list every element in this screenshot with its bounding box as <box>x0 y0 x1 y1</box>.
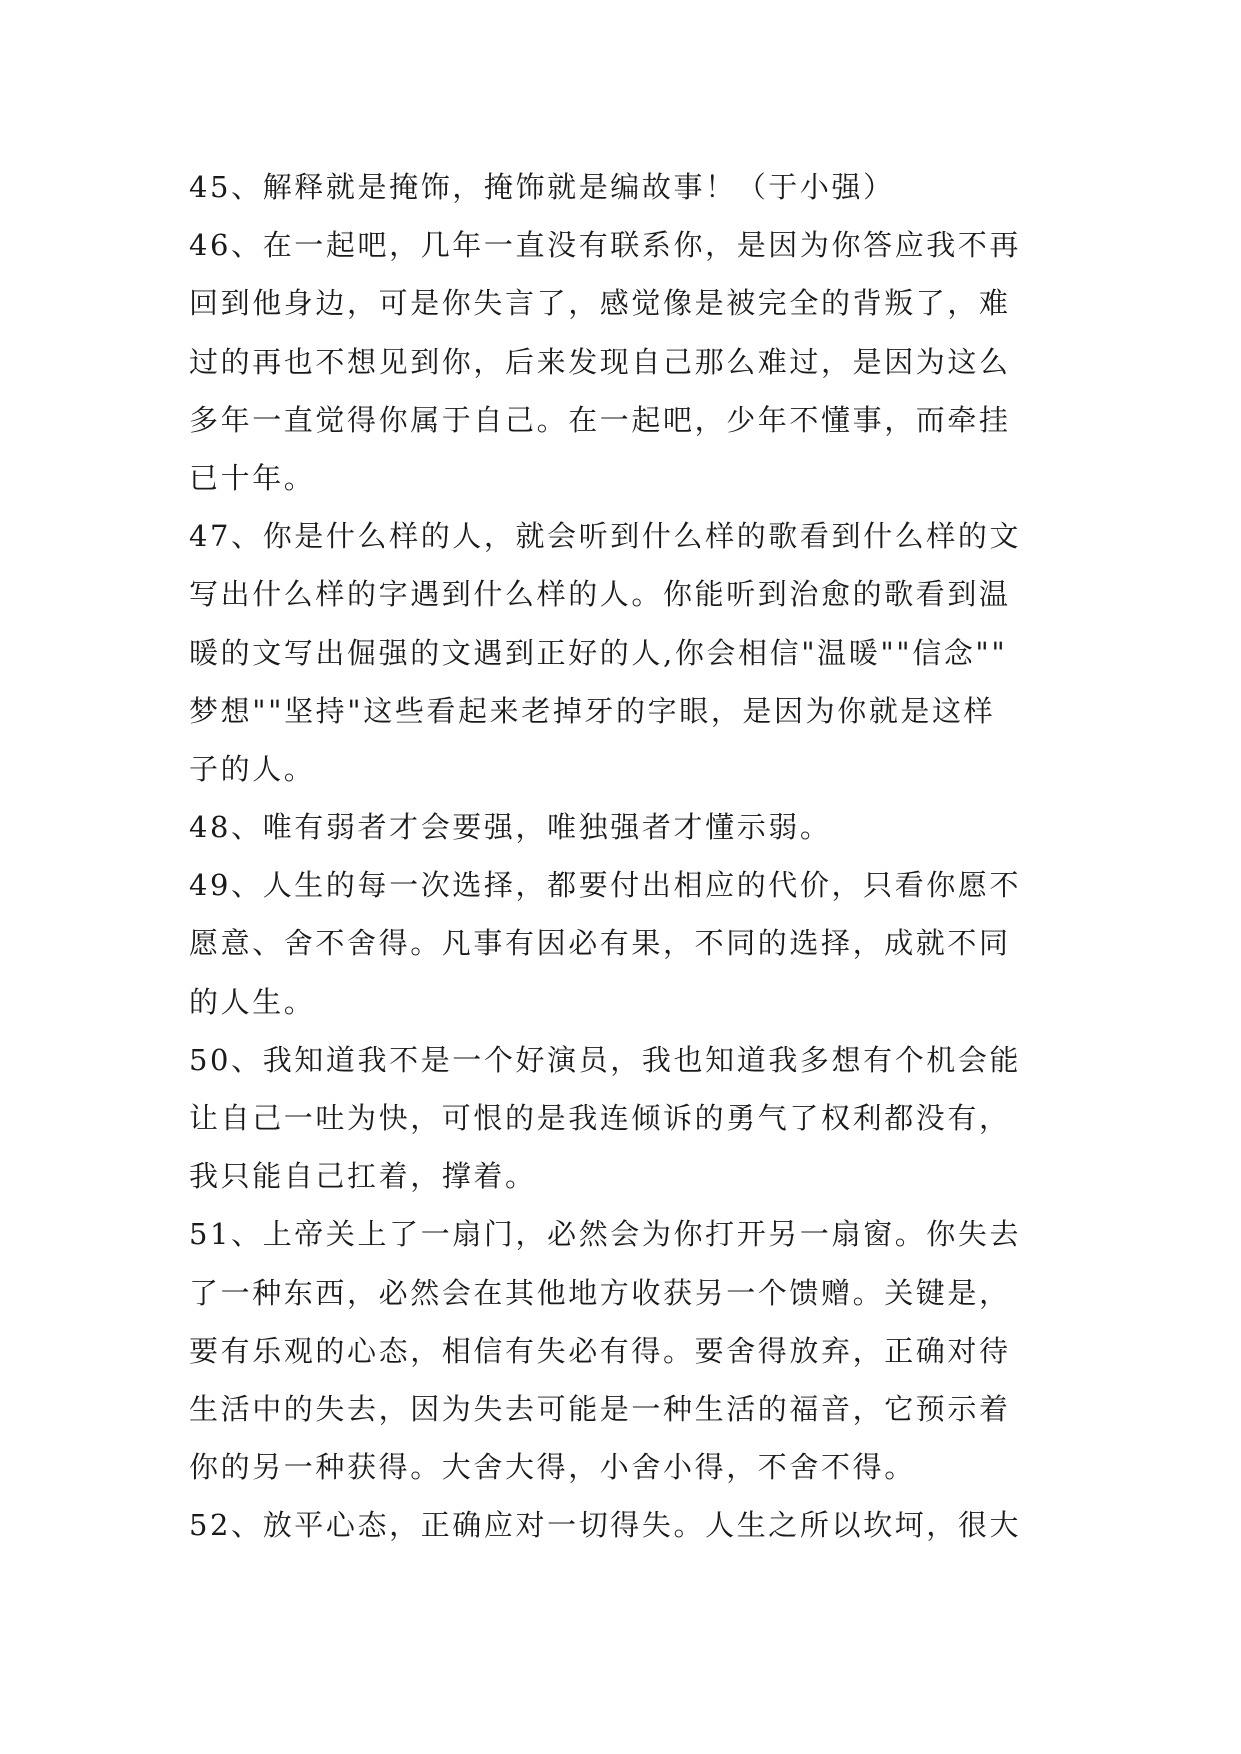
text-line: 了一种东西，必然会在其他地方收获另一个馈赠。关键是， <box>189 1275 1011 1310</box>
text-line: 45、解释就是掩饰，掩饰就是编故事！（于小强） <box>189 170 895 204</box>
text-line: 49、人生的每一次选择，都要付出相应的代价，只看你愿不 <box>189 868 1022 903</box>
text-line: 47、你是什么样的人，就会听到什么样的歌看到什么样的文 <box>189 519 1022 554</box>
text-line: 52、放平心态，正确应对一切得失。人生之所以坎坷，很大 <box>189 1508 1022 1543</box>
text-line: 已十年。 <box>189 460 316 495</box>
text-line: 梦想""坚持"这些看起来老掉牙的字眼，是因为你就是这样 <box>189 693 996 728</box>
text-line: 我只能自己扛着，撑着。 <box>189 1159 537 1194</box>
text-line: 生活中的失去，因为失去可能是一种生活的福音，它预示着 <box>189 1391 1011 1426</box>
text-line: 子的人。 <box>189 751 316 786</box>
text-line: 你的另一种获得。大舍大得，小舍小得，不舍不得。 <box>189 1450 916 1485</box>
text-line: 46、在一起吧，几年一直没有联系你，是因为你答应我不再 <box>189 228 1022 263</box>
text-line: 48、唯有弱者才会要强，唯独强者才懂示弱。 <box>189 810 832 845</box>
text-line: 的人生。 <box>189 984 316 1019</box>
text-line: 过的再也不想见到你，后来发现自己那么难过，是因为这么 <box>189 344 1011 379</box>
text-line: 愿意、舍不舍得。凡事有因必有果，不同的选择，成就不同 <box>189 926 1011 961</box>
text-line: 51、上帝关上了一扇门，必然会为你打开另一扇窗。你失去 <box>189 1217 1022 1252</box>
text-line: 50、我知道我不是一个好演员，我也知道我多想有个机会能 <box>189 1042 1022 1077</box>
text-line: 多年一直觉得你属于自己。在一起吧，少年不懂事，而牵挂 <box>189 402 1011 437</box>
text-line: 写出什么样的字遇到什么样的人。你能听到治愈的歌看到温 <box>189 577 1011 612</box>
text-line: 回到他身边，可是你失言了，感觉像是被完全的背叛了，难 <box>189 286 1011 321</box>
text-line: 让自己一吐为快，可恨的是我连倾诉的勇气了权利都没有， <box>189 1101 1011 1135</box>
document-page <box>189 158 1069 1555</box>
text-line: 暖的文写出倔强的文遇到正好的人,你会相信"温暖""信念"" <box>189 635 1008 670</box>
text-line: 要有乐观的心态，相信有失必有得。要舍得放弃，正确对待 <box>189 1333 1011 1368</box>
